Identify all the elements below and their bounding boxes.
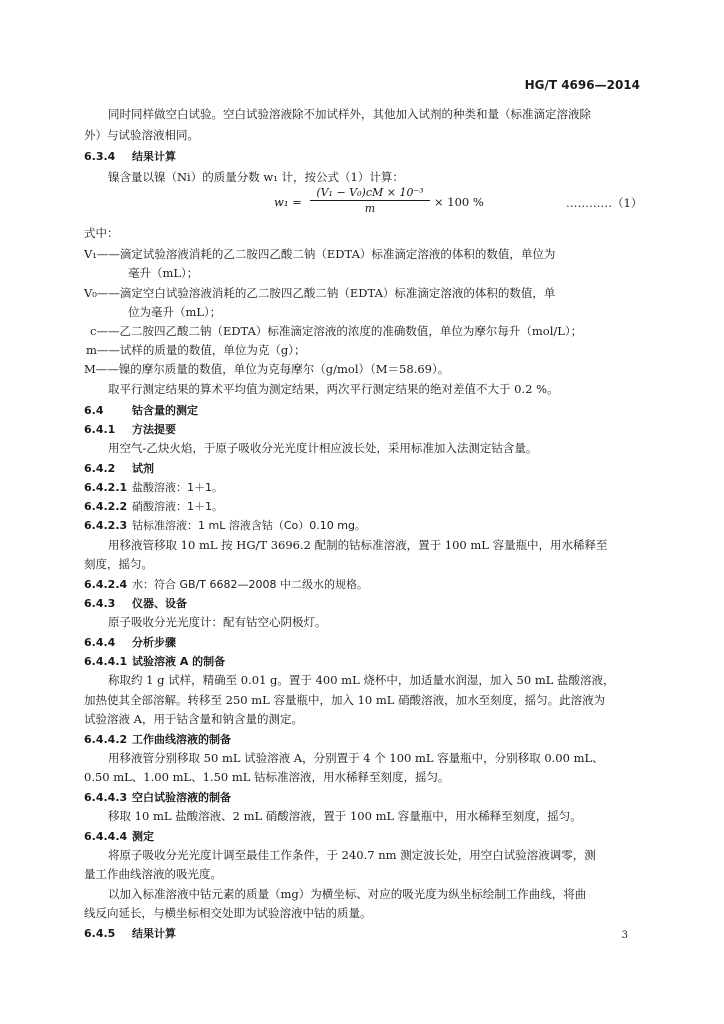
section-number: 6.4.4.1 [84, 655, 128, 668]
section-title: 工作曲线溶液的制备 [132, 733, 231, 746]
paragraph-line: 原子吸收分光光度计：配有钴空心阴极灯。 [108, 615, 327, 629]
paragraph-line: 移取 10 mL 盐酸溶液、2 mL 硝酸溶液，置于 100 mL 容量瓶中，用水稀释至刻度，摇匀。 [108, 809, 582, 823]
paragraph-line: 试验溶液 A，用于钴含量和钠含量的测定。 [84, 712, 303, 726]
subsection-text: 钴标准溶液：1 mL 溶液含钴（Co）0.10 mg。 [132, 519, 366, 532]
section-title: 分析步骤 [132, 636, 176, 649]
section-title: 方法提要 [132, 423, 176, 436]
section-number: 6.4.4.3 [84, 791, 128, 804]
subsection [84, 479, 223, 495]
subsection [84, 576, 368, 592]
section-heading [84, 460, 154, 476]
section-number: 6.4.5 [84, 927, 116, 940]
section-heading [84, 402, 198, 418]
section-title: 测定 [132, 830, 154, 843]
formula-multiplier: × 100 % [434, 195, 484, 209]
subsection-text: 硝酸溶液：1＋1。 [132, 500, 223, 513]
paragraph-line: 将原子吸收分光光度计调至最佳工作条件，于 240.7 nm 测定波长处，用空白试验溶液调零，测 [108, 848, 596, 862]
paragraph-line: 以加入标准溶液中钴元素的质量（mg）为横坐标、对应的吸光度为纵坐标绘制工作曲线，将曲 [108, 887, 587, 901]
section-title: 结果计算 [132, 150, 176, 163]
subsection [84, 498, 223, 514]
paragraph-line: 0.50 mL、1.00 mL、1.50 mL 钴标准溶液，用水稀释至刻度，摇匀。 [84, 770, 450, 784]
paragraph-line: 用空气-乙炔火焰，于原子吸收分光光度计相应波长处，采用标准加入法测定钴含量。 [108, 441, 538, 455]
section-title: 仪器、设备 [132, 597, 187, 610]
section-heading [84, 595, 187, 611]
paragraph-line: 外）与试验溶液相同。 [84, 128, 199, 142]
section-title: 结果计算 [132, 927, 176, 940]
section-number: 6.4.2.3 [84, 519, 128, 532]
variable-definition: M——镍的摩尔质量的数值，单位为克每摩尔（g/mol）（M＝58.69）。 [84, 362, 450, 376]
formula-1 [274, 186, 714, 218]
section-number: 6.4.2.1 [84, 481, 128, 494]
paragraph-line: 用移液管移取 10 mL 按 HG/T 3696.2 配制的钴标准溶液，置于 100 mL 容量瓶中，用水稀释至 [108, 538, 608, 552]
section-heading [84, 148, 176, 164]
paragraph-line: 用移液管分别移取 50 mL 试验溶液 A，分别置于 4 个 100 mL 容量瓶中，分别移取 0.00 mL、 [108, 751, 604, 765]
section-heading [84, 789, 231, 805]
section-title: 空白试验溶液的制备 [132, 791, 231, 804]
formula-denominator: m [364, 202, 376, 215]
formula-fraction [310, 186, 430, 215]
variable-definition: V₀——滴定空白试验溶液消耗的乙二胺四乙酸二钠（EDTA）标准滴定溶液的体积的数值，单 [84, 286, 556, 300]
section-heading [84, 828, 154, 844]
variable-definition: m——试样的质量的数值，单位为克（g）； [86, 343, 306, 357]
paragraph-line: 量工作曲线溶液的吸光度。 [84, 867, 222, 881]
section-number: 6.4 [84, 404, 104, 417]
section-heading [84, 421, 176, 437]
subsection [84, 517, 366, 533]
section-heading [84, 731, 231, 747]
paragraph-line: 刻度，摇匀。 [84, 557, 153, 571]
section-number: 6.4.2 [84, 462, 116, 475]
formula-numerator: (V₁ − V₀)cM × 10⁻³ [310, 186, 430, 201]
section-title: 试剂 [132, 462, 154, 475]
section-number: 6.4.4.2 [84, 733, 128, 746]
section-heading [84, 653, 225, 669]
section-heading [84, 634, 176, 650]
variable-definition-cont: 毫升（mL）； [128, 266, 199, 280]
variable-definition: c——乙二胺四乙酸二钠（EDTA）标准滴定溶液的浓度的准确数值，单位为摩尔每升（mol/L）； [90, 324, 583, 338]
subsection-text: 水：符合 GB/T 6682—2008 中二级水的规格。 [132, 578, 368, 591]
section-number: 6.4.3 [84, 597, 116, 610]
section-number: 6.4.2.2 [84, 500, 128, 513]
standard-number: HG/T 4696—2014 [524, 78, 640, 92]
section-number: 6.4.1 [84, 423, 116, 436]
paragraph-line: 称取约 1 g 试样，精确至 0.01 g。置于 400 mL 烧杯中，加适量水润湿，加入 50 mL 盐酸溶液， [108, 673, 615, 687]
section-title: 钴含量的测定 [132, 404, 198, 417]
section-heading [84, 925, 176, 941]
paragraph-line: 同时同样做空白试验。空白试验溶液除不加试样外，其他加入试剂的种类和量（标准滴定溶液除 [108, 107, 591, 121]
equation-number: …………（1） [566, 196, 643, 210]
section-number: 6.4.2.4 [84, 578, 128, 591]
section-number: 6.3.4 [84, 150, 116, 163]
subsection-text: 盐酸溶液：1＋1。 [132, 481, 223, 494]
paragraph-line: 取平行测定结果的算术平均值为测定结果，两次平行测定结果的绝对差值不大于 0.2 %。 [108, 382, 559, 396]
section-title: 试验溶液 A 的制备 [132, 655, 226, 668]
paragraph-line: 镍含量以镍（Ni）的质量分数 w₁ 计，按公式（1）计算： [108, 170, 404, 184]
variable-definition-cont: 位为毫升（mL）； [128, 305, 222, 319]
variable-definition: V₁——滴定试验溶液消耗的乙二胺四乙酸二钠（EDTA）标准滴定溶液的体积的数值，单位为 [84, 247, 556, 261]
paragraph-line: 加热使其全部溶解。转移至 250 mL 容量瓶中，加入 10 mL 硝酸溶液，加水至刻度，摇匀。此溶液为 [84, 693, 606, 707]
formula-lhs: w₁ = [274, 195, 302, 209]
paragraph-line: 式中： [84, 226, 119, 240]
section-number: 6.4.4 [84, 636, 116, 649]
section-number: 6.4.4.4 [84, 830, 128, 843]
page-number: 3 [621, 930, 628, 941]
paragraph-line: 线反向延长，与横坐标相交处即为试验溶液中钴的质量。 [84, 906, 372, 920]
